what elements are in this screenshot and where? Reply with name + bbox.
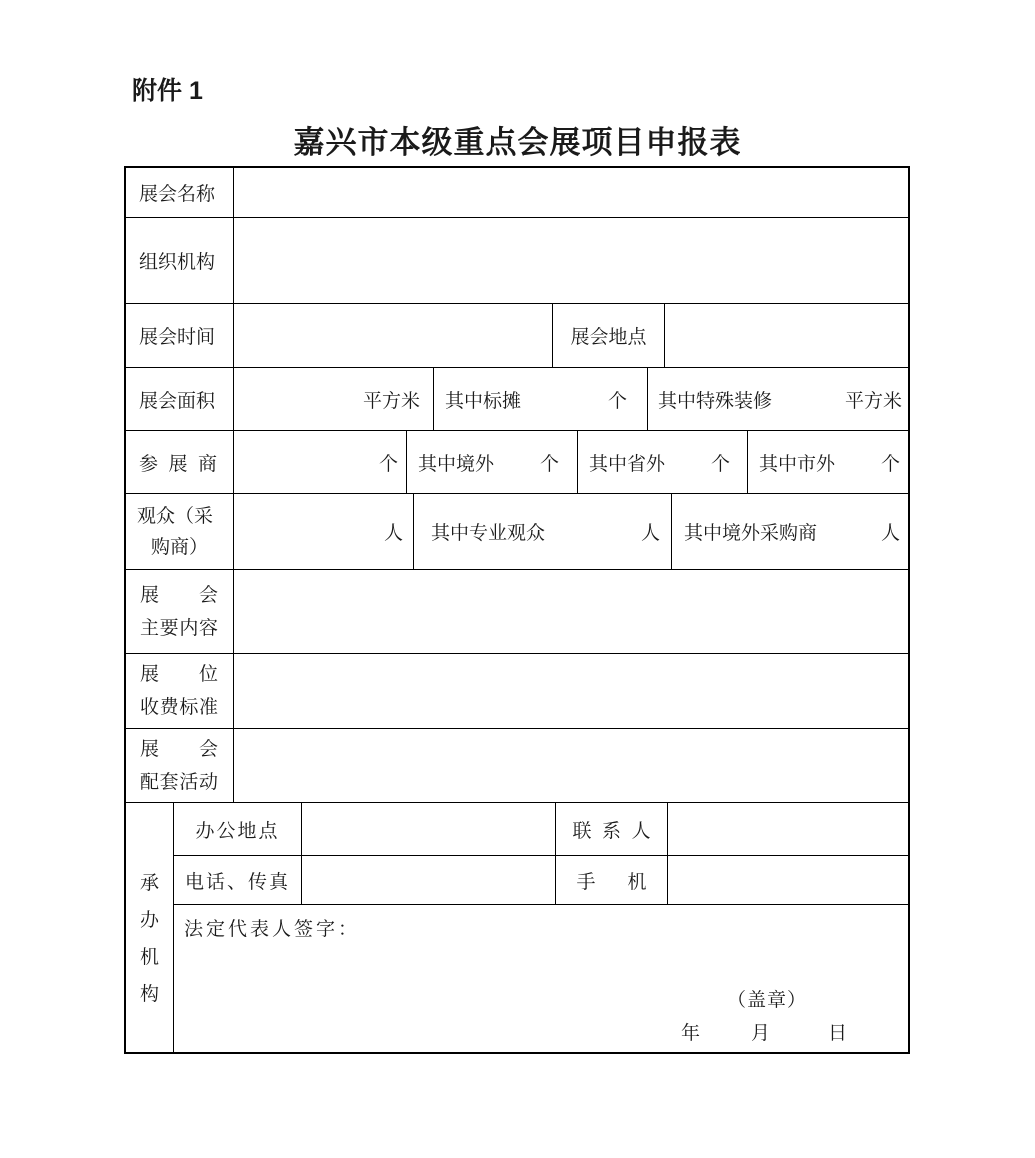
office-location-label: 办公地点 bbox=[174, 803, 302, 855]
row-organizer bbox=[126, 218, 908, 304]
exhibitors-out-city-label: 其中市外 bbox=[759, 453, 836, 475]
row-undertaking-org bbox=[126, 803, 908, 1052]
seal-placeholder: （盖章） bbox=[727, 990, 808, 1011]
subrow-signature bbox=[174, 905, 908, 1052]
row-visitors bbox=[126, 494, 908, 570]
contact-person-field[interactable] bbox=[668, 803, 908, 855]
exhibition-location-field[interactable] bbox=[665, 304, 908, 367]
exhibitors-label-text: 参展商 bbox=[139, 453, 217, 475]
booth-fee-label-line1: 展位 bbox=[140, 664, 218, 685]
exhibitors-out-city-field[interactable] bbox=[748, 431, 908, 493]
exhibitors-out-province-unit: 个 bbox=[710, 453, 730, 475]
exhibitors-overseas-unit: 个 bbox=[539, 453, 559, 475]
date-line bbox=[681, 1018, 847, 1045]
mobile-label-text: 手机 bbox=[576, 871, 647, 893]
subrow-phone-mobile bbox=[174, 856, 908, 905]
booth-fee-label bbox=[126, 654, 234, 728]
main-content-label-line1: 展会 bbox=[140, 584, 218, 606]
signature-field[interactable] bbox=[174, 905, 908, 1052]
undertaking-org-subtable bbox=[174, 803, 908, 1052]
row-exhibition-name bbox=[126, 168, 908, 218]
row-supporting-activities bbox=[126, 729, 908, 803]
organizer-field[interactable] bbox=[234, 218, 908, 303]
standard-booth-field[interactable] bbox=[434, 368, 648, 430]
date-month-label: 月 bbox=[751, 1023, 771, 1044]
exhibitors-label bbox=[126, 431, 234, 493]
application-form-table bbox=[124, 166, 910, 1054]
row-main-content bbox=[126, 570, 908, 654]
standard-booth-unit: 个 bbox=[607, 390, 627, 412]
exhibition-location-label: 展会地点 bbox=[553, 304, 665, 367]
phone-fax-label: 电话、传真 bbox=[174, 856, 302, 904]
professional-visitors-field[interactable] bbox=[414, 494, 672, 569]
professional-visitors-unit: 人 bbox=[640, 523, 660, 544]
main-content-label bbox=[126, 570, 234, 653]
exhibitors-out-province-label: 其中省外 bbox=[589, 453, 666, 475]
overseas-buyers-label: 其中境外采购商 bbox=[684, 523, 818, 544]
date-year-label: 年 bbox=[681, 1023, 701, 1044]
row-exhibitors bbox=[126, 431, 908, 494]
attachment-label: 附件 1 bbox=[132, 77, 203, 105]
mobile-label bbox=[556, 856, 668, 904]
booth-fee-field[interactable] bbox=[234, 654, 908, 728]
mobile-field[interactable] bbox=[668, 856, 908, 904]
row-area bbox=[126, 368, 908, 431]
supporting-activities-label bbox=[126, 729, 234, 802]
special-decoration-unit: 平方米 bbox=[844, 390, 902, 412]
area-unit: 平方米 bbox=[362, 390, 420, 412]
page-title: 嘉兴市本级重点会展项目申报表 bbox=[293, 125, 742, 160]
legal-representative-signature-label: 法定代表人签字： bbox=[184, 919, 361, 940]
phone-fax-field[interactable] bbox=[302, 856, 556, 904]
supporting-activities-label-line1: 展会 bbox=[140, 738, 218, 760]
exhibitors-unit: 个 bbox=[378, 453, 398, 475]
visitors-label bbox=[126, 494, 234, 569]
area-label: 展会面积 bbox=[126, 368, 234, 430]
contact-person-label bbox=[556, 803, 668, 855]
exhibition-name-field[interactable] bbox=[234, 168, 908, 217]
main-content-label-line2: 主要内容 bbox=[140, 617, 218, 639]
main-content-field[interactable] bbox=[234, 570, 908, 653]
exhibitors-field[interactable] bbox=[234, 431, 407, 493]
undertaking-org-label: 承 办 机 构 bbox=[126, 803, 174, 1052]
date-day-label: 日 bbox=[828, 1023, 848, 1044]
exhibition-name-label: 展会名称 bbox=[126, 168, 234, 217]
office-location-field[interactable] bbox=[302, 803, 556, 855]
exhibition-time-field[interactable] bbox=[234, 304, 553, 367]
special-decoration-label: 其中特殊装修 bbox=[658, 390, 773, 412]
contact-person-label-text: 联系人 bbox=[572, 820, 651, 842]
exhibition-time-label: 展会时间 bbox=[126, 304, 234, 367]
visitors-label-line1: 观众（采 bbox=[137, 505, 214, 527]
visitors-field[interactable] bbox=[234, 494, 414, 569]
row-time-location bbox=[126, 304, 908, 368]
exhibitors-overseas-field[interactable] bbox=[407, 431, 578, 493]
visitors-label-line2: 购商） bbox=[150, 536, 208, 558]
exhibitors-out-city-unit: 个 bbox=[880, 453, 900, 475]
supporting-activities-field[interactable] bbox=[234, 729, 908, 802]
standard-booth-label: 其中标摊 bbox=[445, 390, 522, 412]
exhibitors-overseas-label: 其中境外 bbox=[418, 453, 495, 475]
professional-visitors-label: 其中专业观众 bbox=[431, 523, 546, 544]
overseas-buyers-unit: 人 bbox=[880, 523, 900, 544]
exhibitors-out-province-field[interactable] bbox=[578, 431, 748, 493]
subrow-office-contact bbox=[174, 803, 908, 856]
row-booth-fee bbox=[126, 654, 908, 729]
visitors-unit: 人 bbox=[383, 523, 403, 544]
organizer-label: 组织机构 bbox=[126, 218, 234, 303]
supporting-activities-label-line2: 配套活动 bbox=[140, 771, 218, 793]
special-decoration-field[interactable] bbox=[648, 368, 908, 430]
booth-fee-label-line2: 收费标准 bbox=[140, 697, 218, 718]
overseas-buyers-field[interactable] bbox=[672, 494, 908, 569]
area-field[interactable] bbox=[234, 368, 434, 430]
